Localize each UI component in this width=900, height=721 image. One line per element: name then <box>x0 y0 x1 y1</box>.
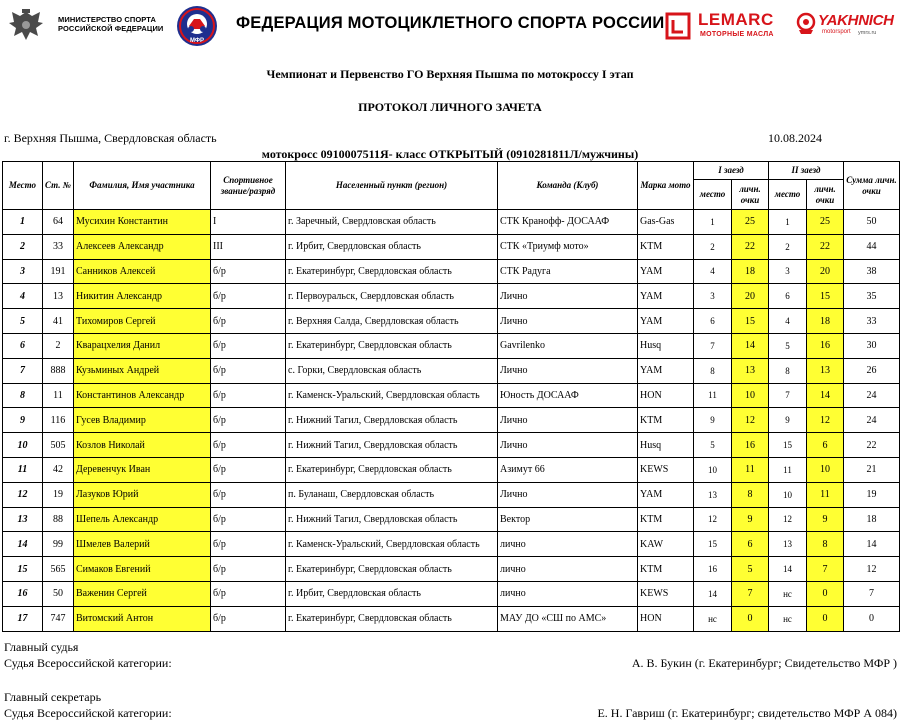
table-row <box>3 433 900 458</box>
cell-team: Лично <box>498 309 638 334</box>
cell-race2-place: 4 <box>769 309 807 334</box>
cell-place: 17 <box>3 606 43 631</box>
cell-place: 5 <box>3 309 43 334</box>
chief-judge-name: А. В. Букин (г. Екатеринбург; Свидетельство МФР ) <box>631 656 897 670</box>
cell-sum: 14 <box>844 532 900 557</box>
table-row <box>3 234 900 259</box>
cell-race1-points: 16 <box>732 433 769 458</box>
cell-race1-points: 15 <box>732 309 769 334</box>
table-row <box>3 457 900 482</box>
cell-race2-points: 8 <box>807 532 844 557</box>
cell-number: 565 <box>43 557 74 582</box>
cell-moto: YAM <box>638 482 694 507</box>
cell-number: 888 <box>43 358 74 383</box>
header-race2: II заезд <box>769 162 844 180</box>
cell-locality: п. Буланаш, Свердловская область <box>286 482 498 507</box>
lemarc-logo-name: LEMARC <box>698 10 774 29</box>
cell-rank: б/р <box>211 581 286 606</box>
table-row <box>3 482 900 507</box>
cell-place: 15 <box>3 557 43 582</box>
cell-sum: 38 <box>844 259 900 284</box>
cell-race1-points: 13 <box>732 358 769 383</box>
cell-rank: б/р <box>211 557 286 582</box>
cell-race1-points: 11 <box>732 457 769 482</box>
header-name: Фамилия, Имя участника <box>74 162 211 210</box>
cell-number: 13 <box>43 284 74 309</box>
cell-race1-place: нс <box>694 606 732 631</box>
cell-sum: 30 <box>844 333 900 358</box>
cell-moto: YAM <box>638 259 694 284</box>
cell-race2-place: 3 <box>769 259 807 284</box>
yakhnich-logo-sub: motorsport <box>822 29 851 35</box>
championship-title: Чемпионат и Первенство ГО Верхняя Пышма по мотокроссу I этап <box>266 67 634 81</box>
cell-team: Азимут 66 <box>498 457 638 482</box>
cell-moto: YAM <box>638 284 694 309</box>
cell-race2-points: 6 <box>807 433 844 458</box>
cell-place: 11 <box>3 457 43 482</box>
cell-race2-points: 0 <box>807 581 844 606</box>
header-locality: Населенный пункт (регион) <box>286 162 498 210</box>
cell-locality: г. Нижний Тагил, Свердловская область <box>286 408 498 433</box>
cell-race1-points: 5 <box>732 557 769 582</box>
cell-sum: 0 <box>844 606 900 631</box>
cell-rank: б/р <box>211 383 286 408</box>
cell-race1-place: 13 <box>694 482 732 507</box>
lemarc-logo-icon <box>664 11 692 41</box>
cell-rank: б/р <box>211 309 286 334</box>
cell-place: 9 <box>3 408 43 433</box>
cell-race1-points: 8 <box>732 482 769 507</box>
cell-sum: 12 <box>844 557 900 582</box>
cell-place: 2 <box>3 234 43 259</box>
cell-race2-points: 15 <box>807 284 844 309</box>
cell-team: Gavrilenko <box>498 333 638 358</box>
cell-name: Тихомиров Сергей <box>74 309 211 334</box>
cell-race1-place: 12 <box>694 507 732 532</box>
header-race2-points: личн. очки <box>807 180 844 210</box>
cell-race1-points: 6 <box>732 532 769 557</box>
cell-name: Мусихин Константин <box>74 210 211 235</box>
secretary-category: Судья Всероссийской категории: <box>4 706 172 720</box>
cell-team: Лично <box>498 433 638 458</box>
cell-race1-points: 7 <box>732 581 769 606</box>
cell-race1-place: 10 <box>694 457 732 482</box>
cell-rank: б/р <box>211 433 286 458</box>
cell-number: 42 <box>43 457 74 482</box>
cell-race1-points: 12 <box>732 408 769 433</box>
ministry-line1: МИНИСТЕРСТВО СПОРТА <box>58 15 157 24</box>
cell-name: Гусев Владимир <box>74 408 211 433</box>
cell-locality: г. Ирбит, Свердловская область <box>286 234 498 259</box>
cell-locality: г. Нижний Тагил, Свердловская область <box>286 433 498 458</box>
cell-locality: г. Заречный, Свердловская область <box>286 210 498 235</box>
cell-moto: KEWS <box>638 581 694 606</box>
cell-number: 116 <box>43 408 74 433</box>
cell-race1-place: 15 <box>694 532 732 557</box>
cell-moto: KTM <box>638 507 694 532</box>
cell-race2-place: нс <box>769 606 807 631</box>
cell-rank: б/р <box>211 284 286 309</box>
cell-race2-points: 13 <box>807 358 844 383</box>
cell-race2-place: 2 <box>769 234 807 259</box>
cell-locality: г. Екатеринбург, Свердловская область <box>286 259 498 284</box>
header-moto: Марка мото <box>638 162 694 210</box>
chief-judge-category: Судья Всероссийской категории: <box>4 656 172 670</box>
table-row <box>3 408 900 433</box>
cell-race1-place: 16 <box>694 557 732 582</box>
page-header <box>0 0 900 52</box>
cell-place: 8 <box>3 383 43 408</box>
cell-race1-place: 2 <box>694 234 732 259</box>
cell-place: 1 <box>3 210 43 235</box>
cell-race2-points: 7 <box>807 557 844 582</box>
cell-team: Лично <box>498 408 638 433</box>
cell-number: 88 <box>43 507 74 532</box>
mfr-logo-text: МФР <box>189 38 205 44</box>
header-race1: I заезд <box>694 162 769 180</box>
cell-locality: с. Горки, Свердловская область <box>286 358 498 383</box>
cell-sum: 24 <box>844 383 900 408</box>
lemarc-logo-sub: МОТОРНЫЕ МАСЛА <box>700 31 774 38</box>
cell-race2-place: 14 <box>769 557 807 582</box>
cell-race2-points: 22 <box>807 234 844 259</box>
cell-rank: б/р <box>211 358 286 383</box>
event-city: г. Верхняя Пышма, Свердловская область <box>4 131 217 145</box>
cell-rank: б/р <box>211 333 286 358</box>
cell-rank: б/р <box>211 606 286 631</box>
header-race1-points: личн. очки <box>732 180 769 210</box>
cell-number: 50 <box>43 581 74 606</box>
cell-name: Шепель Александр <box>74 507 211 532</box>
cell-moto: HON <box>638 383 694 408</box>
cell-name: Витомский Антон <box>74 606 211 631</box>
cell-race2-points: 25 <box>807 210 844 235</box>
cell-race1-place: 3 <box>694 284 732 309</box>
cell-sum: 22 <box>844 433 900 458</box>
cell-team: Вектор <box>498 507 638 532</box>
cell-race2-place: 8 <box>769 358 807 383</box>
cell-number: 64 <box>43 210 74 235</box>
cell-place: 7 <box>3 358 43 383</box>
header-race2-place: место <box>769 180 807 210</box>
cell-race1-points: 20 <box>732 284 769 309</box>
cell-locality: г. Каменск-Уральский, Свердловская область <box>286 383 498 408</box>
cell-locality: г. Екатеринбург, Свердловская область <box>286 606 498 631</box>
cell-name: Лазуков Юрий <box>74 482 211 507</box>
cell-moto: KAW <box>638 532 694 557</box>
header-place: Место <box>3 162 43 210</box>
cell-rank: III <box>211 234 286 259</box>
table-row <box>3 532 900 557</box>
cell-race1-points: 14 <box>732 333 769 358</box>
cell-place: 3 <box>3 259 43 284</box>
cell-team: Лично <box>498 482 638 507</box>
cell-race1-points: 22 <box>732 234 769 259</box>
cell-sum: 24 <box>844 408 900 433</box>
cell-race1-place: 9 <box>694 408 732 433</box>
cell-number: 99 <box>43 532 74 557</box>
table-row <box>3 557 900 582</box>
cell-name: Никитин Александр <box>74 284 211 309</box>
cell-locality: г. Верхняя Салда, Свердловская область <box>286 309 498 334</box>
cell-race2-place: 11 <box>769 457 807 482</box>
event-date: 10.08.2024 <box>768 131 822 145</box>
cell-rank: б/р <box>211 457 286 482</box>
class-line: мотокросс 0910007511Я- класс ОТКРЫТЫЙ (0910281811Л/мужчины) <box>261 147 639 161</box>
cell-number: 2 <box>43 333 74 358</box>
cell-race1-place: 1 <box>694 210 732 235</box>
cell-place: 16 <box>3 581 43 606</box>
results-table-header <box>3 162 900 210</box>
cell-locality: г. Нижний Тагил, Свердловская область <box>286 507 498 532</box>
cell-race2-points: 11 <box>807 482 844 507</box>
cell-sum: 21 <box>844 457 900 482</box>
header-rank: Спортивное звание/разряд <box>211 162 286 210</box>
results-table-body <box>3 210 900 632</box>
table-row <box>3 259 900 284</box>
cell-sum: 18 <box>844 507 900 532</box>
cell-moto: Husq <box>638 333 694 358</box>
header-number: Ст. № <box>43 162 74 210</box>
cell-name: Важенин Сергей <box>74 581 211 606</box>
cell-rank: б/р <box>211 532 286 557</box>
cell-number: 11 <box>43 383 74 408</box>
cell-locality: г. Екатеринбург, Свердловская область <box>286 557 498 582</box>
cell-team: лично <box>498 581 638 606</box>
ministry-eagle-logo <box>5 6 47 46</box>
results-table <box>2 161 900 632</box>
table-row <box>3 309 900 334</box>
cell-race1-place: 6 <box>694 309 732 334</box>
cell-locality: г. Каменск-Уральский, Свердловская область <box>286 532 498 557</box>
cell-moto: Gas-Gas <box>638 210 694 235</box>
cell-name: Симаков Евгений <box>74 557 211 582</box>
cell-race2-points: 16 <box>807 333 844 358</box>
yakhnich-logo-icon <box>795 11 817 35</box>
table-row <box>3 284 900 309</box>
cell-name: Алексеев Александр <box>74 234 211 259</box>
cell-team: СТК Кранофф- ДОСААФ <box>498 210 638 235</box>
cell-race2-place: 1 <box>769 210 807 235</box>
cell-team: Юность ДОСААФ <box>498 383 638 408</box>
yakhnich-logo-name: YAKHNICH <box>818 12 894 29</box>
table-row <box>3 358 900 383</box>
cell-name: Кузьминых Андрей <box>74 358 211 383</box>
cell-team: МАУ ДО «СШ по АМС» <box>498 606 638 631</box>
secretary-name: Е. Н. Гавриш (г. Екатеринбург; свидетельство МФР А 084) <box>597 706 897 720</box>
cell-moto: YAM <box>638 309 694 334</box>
cell-number: 747 <box>43 606 74 631</box>
cell-race2-place: 13 <box>769 532 807 557</box>
cell-race2-points: 12 <box>807 408 844 433</box>
cell-sum: 44 <box>844 234 900 259</box>
cell-team: Лично <box>498 358 638 383</box>
cell-place: 6 <box>3 333 43 358</box>
cell-team: Лично <box>498 284 638 309</box>
cell-name: Константинов Александр <box>74 383 211 408</box>
cell-moto: HON <box>638 606 694 631</box>
cell-rank: б/р <box>211 408 286 433</box>
cell-race2-points: 10 <box>807 457 844 482</box>
cell-race2-place: нс <box>769 581 807 606</box>
cell-race1-points: 0 <box>732 606 769 631</box>
cell-locality: г. Екатеринбург, Свердловская область <box>286 457 498 482</box>
cell-number: 41 <box>43 309 74 334</box>
cell-race2-points: 0 <box>807 606 844 631</box>
cell-rank: б/р <box>211 259 286 284</box>
cell-team: СТК «Триумф мото» <box>498 234 638 259</box>
cell-team: СТК Радуга <box>498 259 638 284</box>
cell-sum: 33 <box>844 309 900 334</box>
cell-race1-points: 10 <box>732 383 769 408</box>
mfr-emblem-logo <box>176 4 218 48</box>
cell-race2-place: 15 <box>769 433 807 458</box>
cell-race2-points: 14 <box>807 383 844 408</box>
cell-race1-points: 18 <box>732 259 769 284</box>
cell-number: 19 <box>43 482 74 507</box>
cell-race2-place: 10 <box>769 482 807 507</box>
header-sum: Сумма личн. очки <box>844 162 900 210</box>
cell-place: 13 <box>3 507 43 532</box>
cell-race2-place: 9 <box>769 408 807 433</box>
cell-team: лично <box>498 557 638 582</box>
cell-race1-place: 14 <box>694 581 732 606</box>
cell-moto: KEWS <box>638 457 694 482</box>
cell-race2-place: 6 <box>769 284 807 309</box>
cell-sum: 50 <box>844 210 900 235</box>
cell-race2-points: 20 <box>807 259 844 284</box>
cell-rank: I <box>211 210 286 235</box>
header-race1-place: место <box>694 180 732 210</box>
cell-race2-points: 18 <box>807 309 844 334</box>
cell-place: 4 <box>3 284 43 309</box>
cell-race2-place: 12 <box>769 507 807 532</box>
cell-locality: г. Ирбит, Свердловская область <box>286 581 498 606</box>
cell-race2-place: 7 <box>769 383 807 408</box>
cell-race1-place: 4 <box>694 259 732 284</box>
federation-title: ФЕДЕРАЦИЯ МОТОЦИКЛЕТНОГО СПОРТА РОССИИ <box>236 14 665 32</box>
cell-name: Деревенчук Иван <box>74 457 211 482</box>
cell-name: Санников Алексей <box>74 259 211 284</box>
cell-rank: б/р <box>211 507 286 532</box>
cell-race1-place: 8 <box>694 358 732 383</box>
table-row <box>3 210 900 235</box>
cell-race1-place: 5 <box>694 433 732 458</box>
table-row <box>3 507 900 532</box>
cell-moto: Husq <box>638 433 694 458</box>
cell-name: Шмелев Валерий <box>74 532 211 557</box>
cell-place: 12 <box>3 482 43 507</box>
cell-team: лично <box>498 532 638 557</box>
table-row <box>3 333 900 358</box>
cell-moto: KTM <box>638 557 694 582</box>
protocol-title: ПРОТОКОЛ ЛИЧНОГО ЗАЧЕТА <box>358 100 542 114</box>
cell-race1-points: 9 <box>732 507 769 532</box>
table-row <box>3 606 900 631</box>
cell-place: 10 <box>3 433 43 458</box>
cell-race1-place: 11 <box>694 383 732 408</box>
cell-sum: 19 <box>844 482 900 507</box>
cell-race1-points: 25 <box>732 210 769 235</box>
yakhnich-logo-site: ymrs.ru <box>858 30 877 36</box>
cell-race1-place: 7 <box>694 333 732 358</box>
header-team: Команда (Клуб) <box>498 162 638 210</box>
cell-moto: KTM <box>638 408 694 433</box>
table-row <box>3 383 900 408</box>
cell-number: 191 <box>43 259 74 284</box>
ministry-name <box>58 15 163 33</box>
cell-race2-place: 5 <box>769 333 807 358</box>
table-row <box>3 581 900 606</box>
cell-sum: 26 <box>844 358 900 383</box>
cell-name: Козлов Николай <box>74 433 211 458</box>
ministry-line2: РОССИЙСКОЙ ФЕДЕРАЦИИ <box>58 24 164 33</box>
secretary-title: Главный секретарь <box>4 690 102 704</box>
cell-sum: 35 <box>844 284 900 309</box>
cell-moto: KTM <box>638 234 694 259</box>
cell-rank: б/р <box>211 482 286 507</box>
cell-number: 505 <box>43 433 74 458</box>
cell-sum: 7 <box>844 581 900 606</box>
cell-moto: YAM <box>638 358 694 383</box>
cell-name: Кварацхелия Данил <box>74 333 211 358</box>
cell-locality: г. Екатеринбург, Свердловская область <box>286 333 498 358</box>
cell-number: 33 <box>43 234 74 259</box>
chief-judge-title: Главный судья <box>4 640 79 654</box>
cell-locality: г. Первоуральск, Свердловская область <box>286 284 498 309</box>
cell-place: 14 <box>3 532 43 557</box>
cell-race2-points: 9 <box>807 507 844 532</box>
